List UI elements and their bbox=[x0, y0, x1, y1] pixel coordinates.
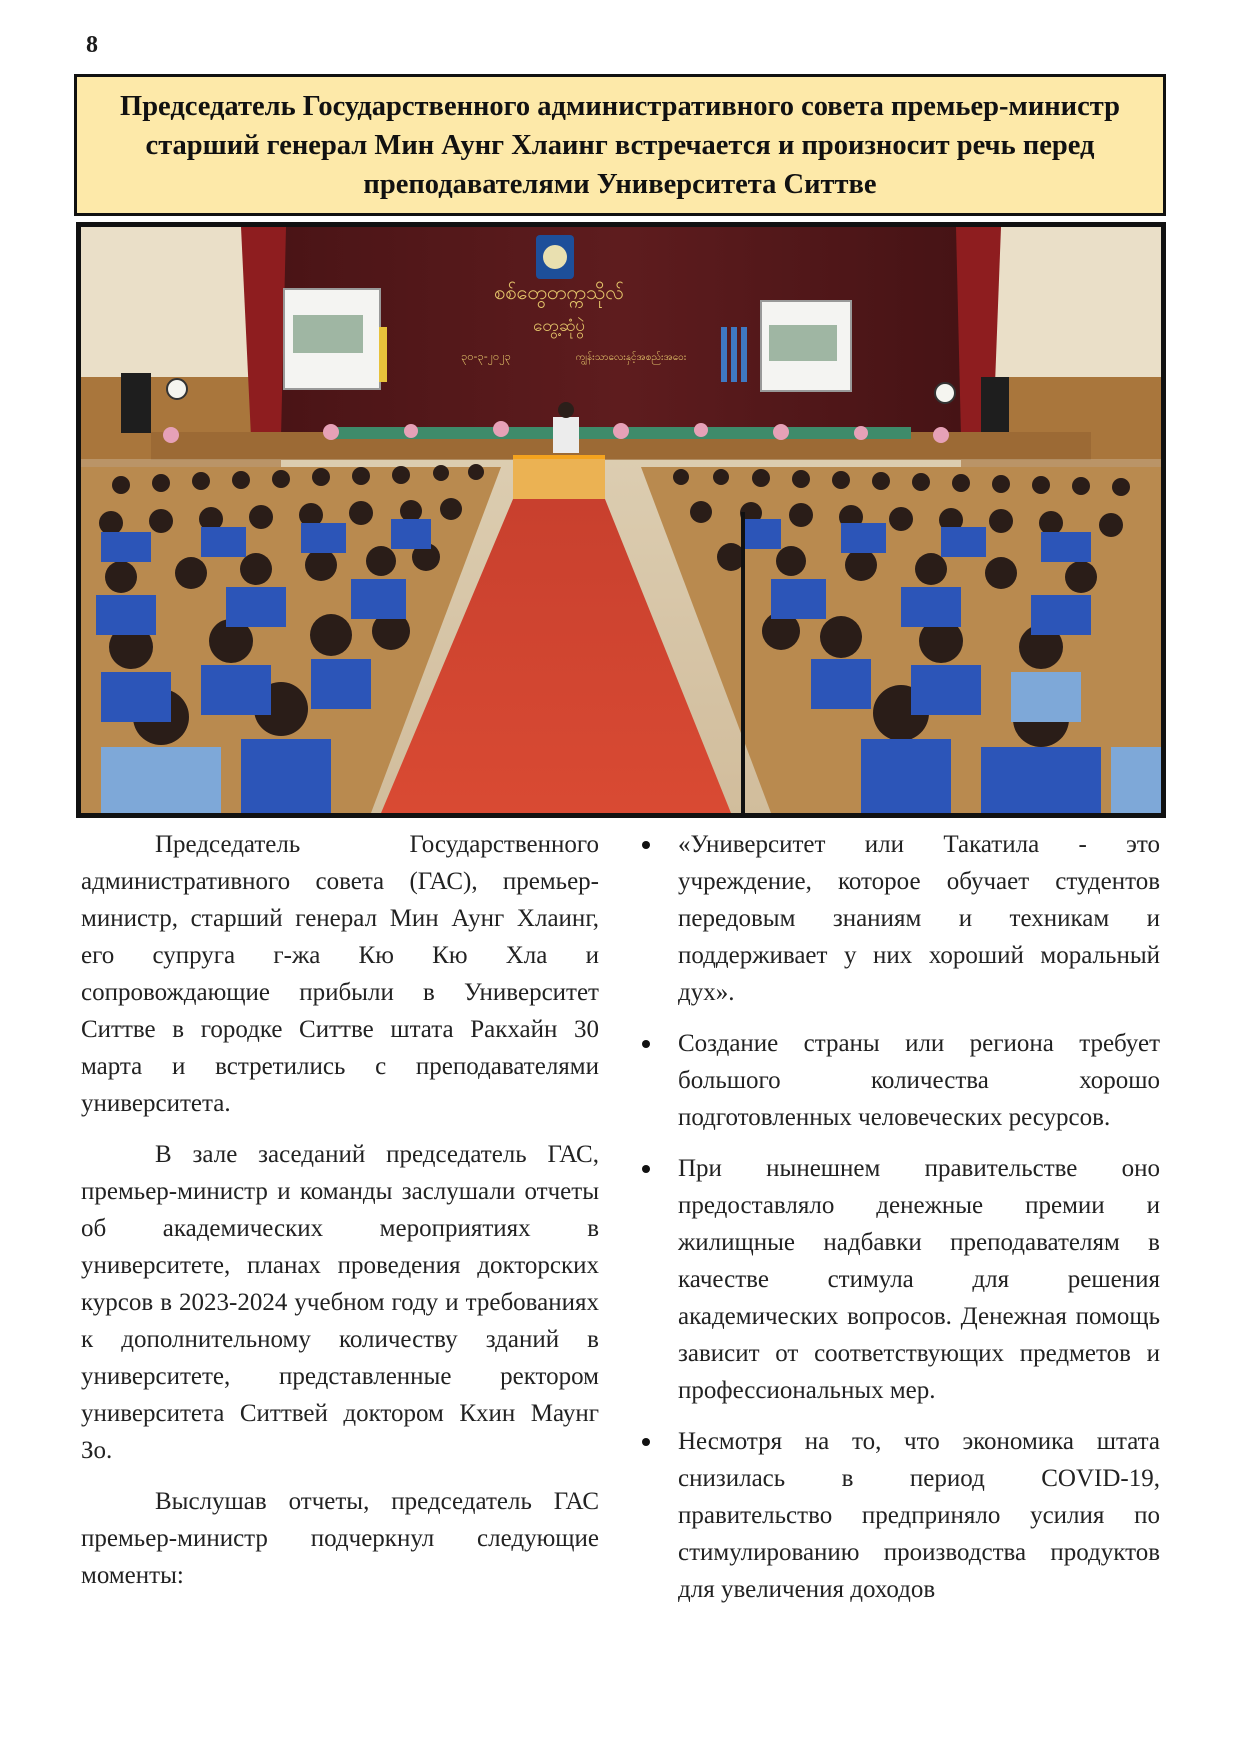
bullet-icon bbox=[642, 1438, 650, 1446]
list-item bbox=[640, 826, 1160, 1011]
list-item bbox=[640, 1025, 1160, 1136]
bullet-icon bbox=[642, 1165, 650, 1173]
paragraph-emphasis: Выслушав отчеты, председатель ГАС премьер-министр подчеркнул следующие моменты: bbox=[81, 1488, 599, 1589]
list-item bbox=[640, 1150, 1160, 1409]
list-item bbox=[640, 1423, 1160, 1608]
list-item-text: При нынешнем правительстве оно предоставляло денежные премии и жилищные надбавки преподавателям в качестве стимула для решения академических вопросов. Денежная помощь зависит от соответствующих предметов и профессиональных мер. bbox=[678, 1155, 1160, 1404]
event-photo bbox=[76, 222, 1166, 818]
headline-box bbox=[74, 74, 1166, 216]
auditorium-photo bbox=[81, 227, 1161, 813]
paragraph-reports: В зале заседаний председатель ГАС, премьер-министр и команды заслушали отчеты об академических мероприятиях в университете, планах проведения докторских курсов в 2023-2024 учебном году и требованиях к дополнительному количеству зданий в университете, представленные ректором университета Ситтвей доктором Кхин Маунг Зо. bbox=[81, 1141, 599, 1464]
list-item-text: Несмотря на то, что экономика штата снизилась в период COVID-19, правительство предприняло усилия по стимулированию производства продуктов для увеличения доходов bbox=[678, 1428, 1160, 1603]
page-number: 8 bbox=[86, 32, 98, 58]
bullet-icon bbox=[642, 841, 650, 849]
paragraph-arrival: Председатель Государственного административного совета (ГАС), премьер-министр, старший генерал Мин Аунг Хлаинг, его супруга г-жа Кю Кю Хла и сопровождающие прибыли в Университет Ситтве в городке Ситтве штата Ракхайн 30 марта и встретились с преподавателями университета. bbox=[81, 831, 599, 1117]
bullet-icon bbox=[642, 1040, 650, 1048]
list-item-text: «Университет или Такатила - это учреждение, которое обучает студентов передовым знаниям и техникам и поддерживает у них хороший моральный дух». bbox=[678, 831, 1160, 1006]
list-item-text: Создание страны или региона требует большого количества хорошо подготовленных человеческих ресурсов. bbox=[678, 1030, 1160, 1131]
banner-line-2: တွေ့ဆုံပွဲ bbox=[533, 316, 585, 336]
banner-place: ကျွန်းသာလေးနှင့်အစည်းအဝေး bbox=[575, 352, 687, 363]
banner-line-1: စစ်တွေတက္ကသိုလ် bbox=[494, 280, 624, 304]
key-points-list bbox=[640, 826, 1160, 1608]
left-column bbox=[81, 826, 599, 1608]
headline: Председатель Государственного административного совета премьер-министр старший генерал Мин Аунг Хлаинг встречается и произносит речь перед преподавателями Университета Ситтве bbox=[120, 90, 1120, 200]
banner-date: ၃၀-၃-၂၀၂၃ bbox=[461, 350, 511, 363]
right-column bbox=[640, 826, 1160, 1622]
